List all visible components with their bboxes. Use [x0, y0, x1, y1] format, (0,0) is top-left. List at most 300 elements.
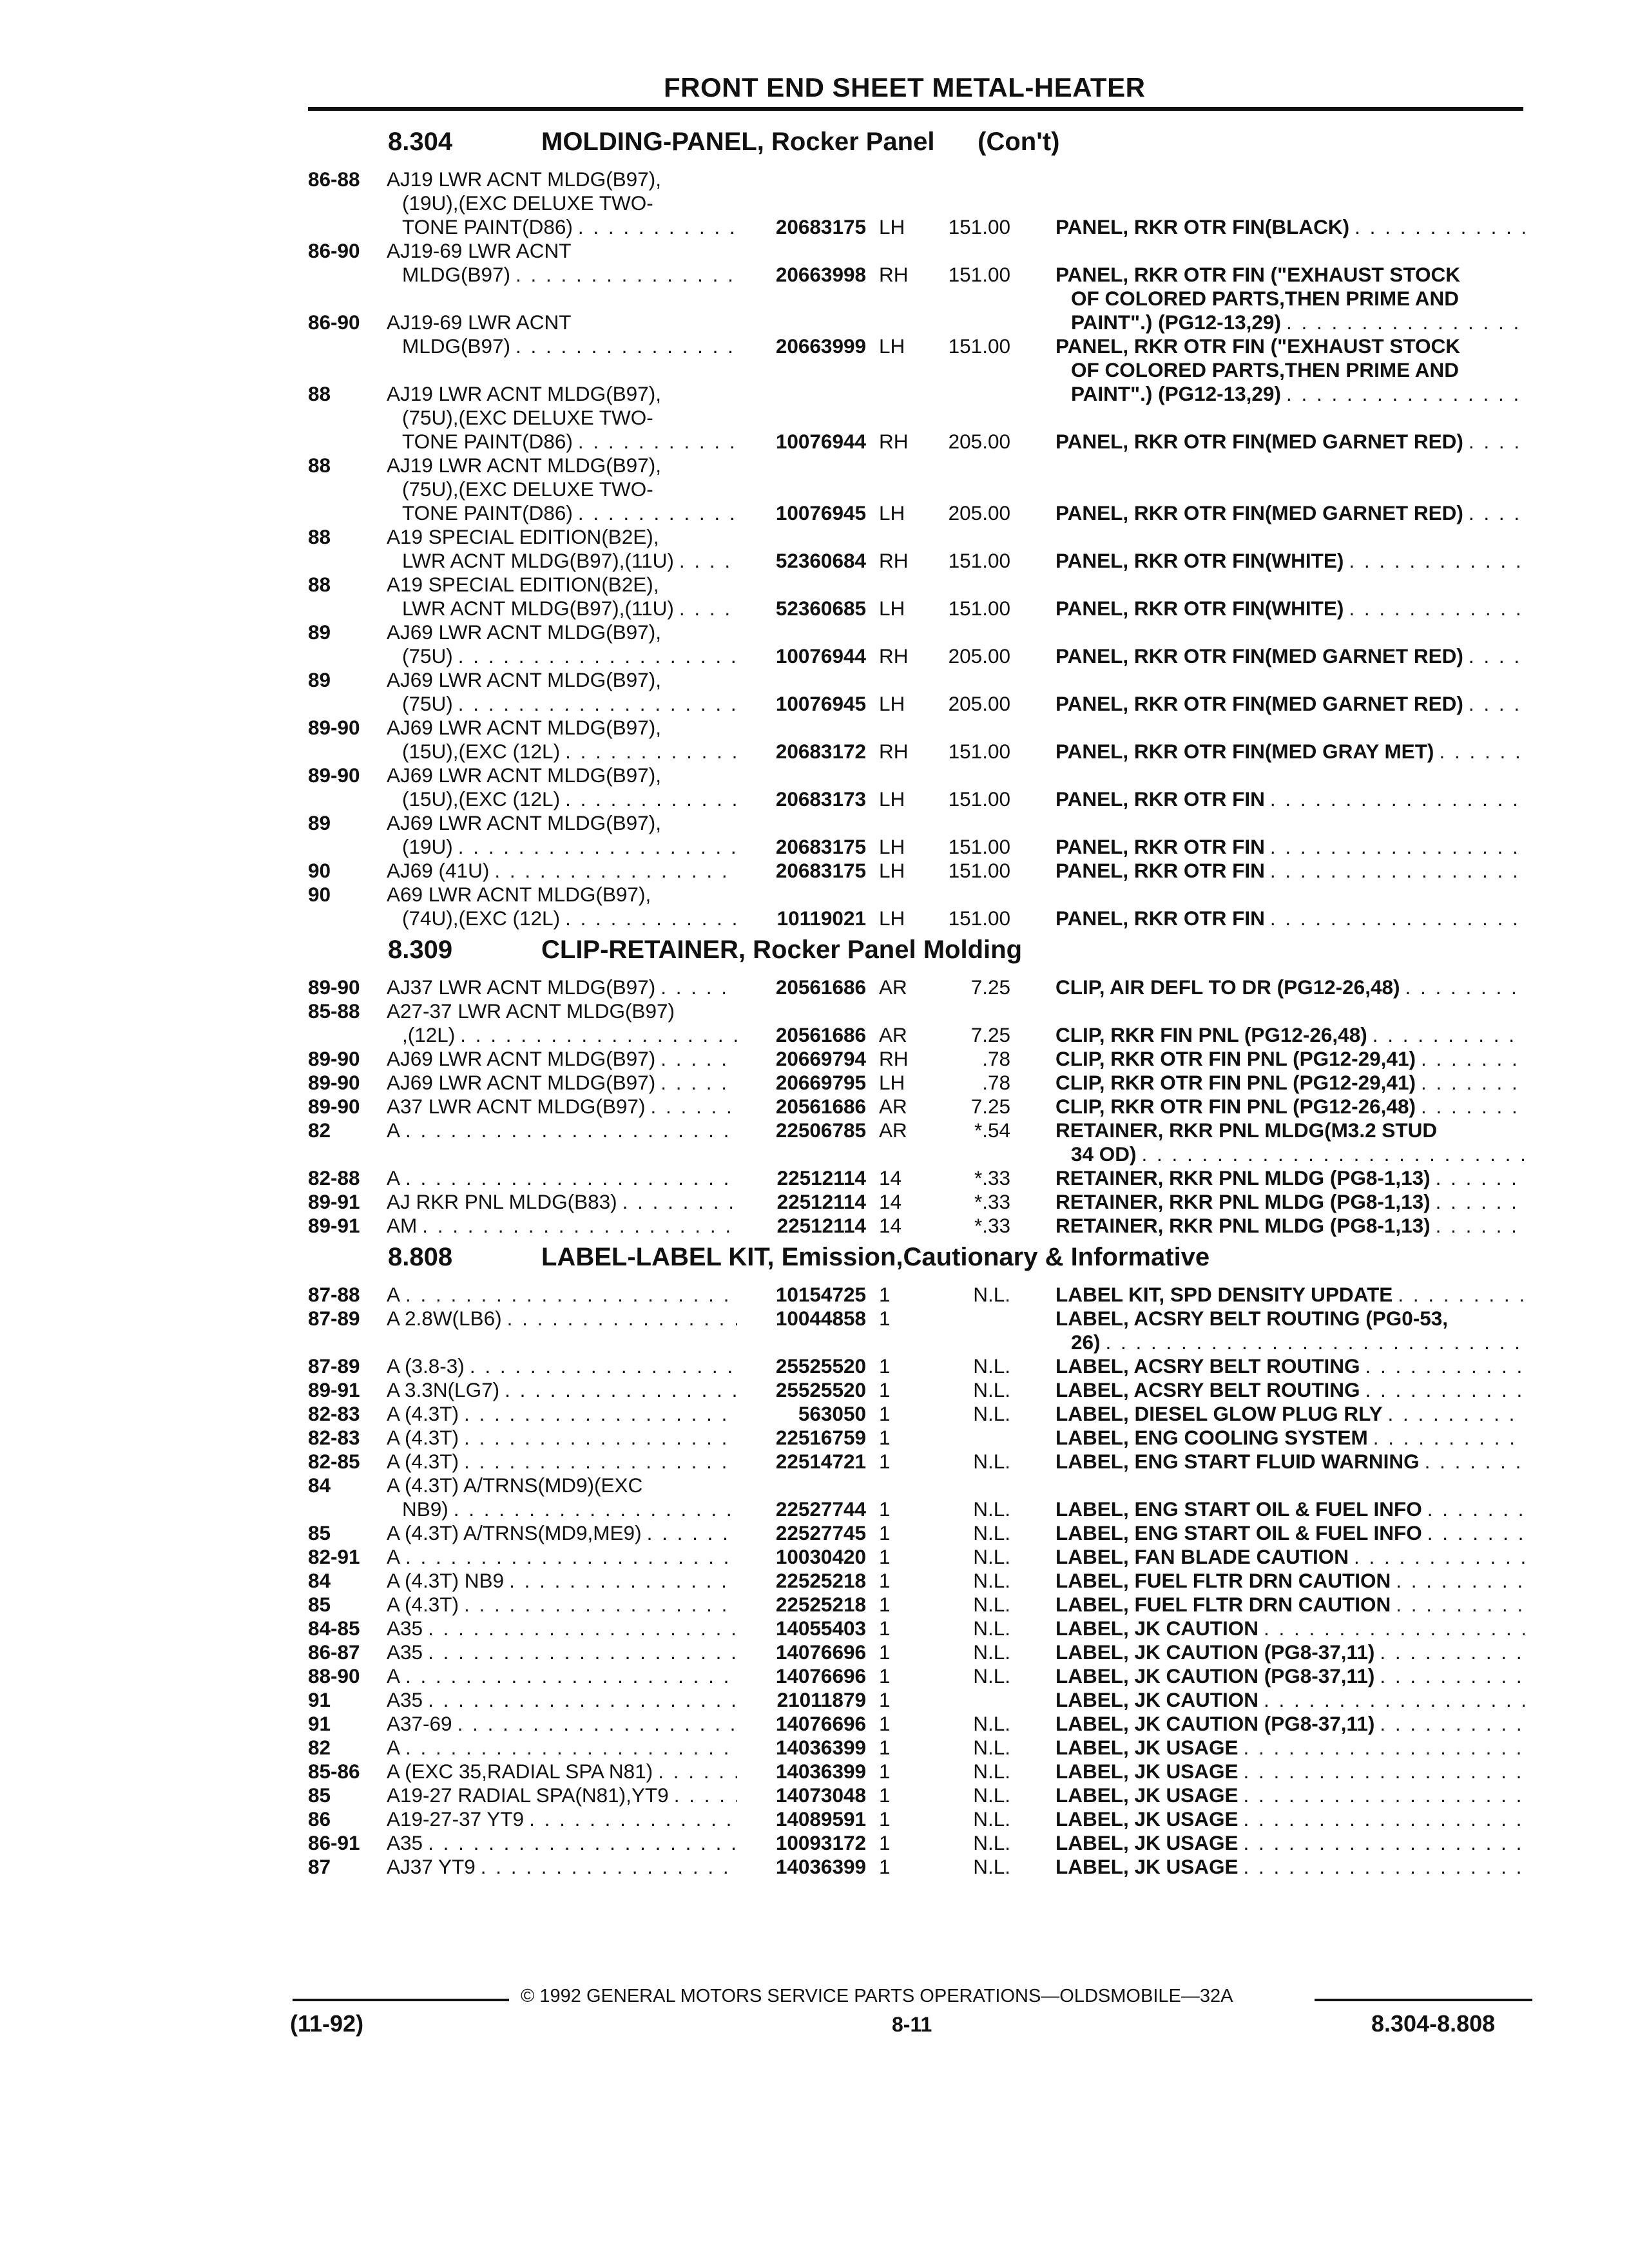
- part-number: 14036399: [775, 1736, 866, 1759]
- part-name: [1055, 1807, 1525, 1831]
- part-name-text: LABEL, ENG START OIL & FUEL INFO: [1055, 1497, 1422, 1521]
- quantity: 1: [879, 1688, 891, 1711]
- part-name: [1055, 787, 1525, 811]
- leader-dots: [679, 549, 737, 573]
- usage-line: [387, 215, 737, 239]
- usage-line: [387, 1855, 737, 1879]
- model-years: 89-90: [308, 1047, 360, 1070]
- usage-description: [387, 999, 737, 1047]
- part-name: [1055, 1617, 1525, 1640]
- usage-line: [387, 1545, 737, 1569]
- part-name-line: [1055, 835, 1525, 859]
- section-header: [308, 930, 1539, 975]
- part-name: [1055, 1593, 1525, 1617]
- part-name-text: LABEL, ACSRY BELT ROUTING (PG0-53,: [1055, 1307, 1449, 1330]
- part-name-line: [1055, 1450, 1525, 1474]
- part-name-line: [1055, 787, 1525, 811]
- usage-text: AJ69 LWR ACNT MLDG(B97): [387, 1071, 656, 1094]
- leader-dots: [470, 1354, 737, 1378]
- model-years: 85-86: [308, 1760, 360, 1783]
- usage-text: A35: [387, 1617, 423, 1640]
- leader-dots: [1365, 1354, 1525, 1378]
- quantity: 1: [879, 1283, 891, 1306]
- part-number: 20561686: [775, 1095, 866, 1118]
- usage-text: A: [387, 1119, 401, 1142]
- part-number: 10030420: [775, 1545, 866, 1568]
- part-name: [1055, 1664, 1525, 1688]
- price: *.33: [974, 1214, 1010, 1237]
- model-years: 91: [308, 1688, 331, 1711]
- usage-text: NB9): [402, 1497, 448, 1521]
- part-name-text: CLIP, RKR OTR FIN PNL (PG12-29,41): [1055, 1071, 1416, 1094]
- part-entry: [308, 1426, 1539, 1450]
- usage-text: A: [387, 1736, 401, 1759]
- model-years: 86-91: [308, 1831, 360, 1854]
- part-name-text: PANEL, RKR OTR FIN: [1055, 907, 1265, 930]
- leader-dots: [1469, 430, 1525, 454]
- part-name: [1055, 1497, 1525, 1521]
- part-entry: [308, 668, 1539, 716]
- usage-description: [387, 1664, 737, 1688]
- part-name-text: CLIP, RKR OTR FIN PNL (PG12-26,48): [1055, 1095, 1416, 1118]
- quantity: RH: [879, 1047, 909, 1070]
- part-entry: [308, 620, 1539, 668]
- usage-text: AJ RKR PNL MLDG(B83): [387, 1190, 617, 1213]
- quantity: 1: [879, 1712, 891, 1735]
- usage-text: (74U),(EXC (12L): [402, 907, 561, 930]
- usage-text: A: [387, 1283, 401, 1306]
- model-years: 87-89: [308, 1354, 360, 1378]
- usage-text: A (EXC 35,RADIAL SPA N81): [387, 1760, 653, 1783]
- part-number: 14089591: [775, 1807, 866, 1831]
- part-entry: [308, 1095, 1539, 1119]
- leader-dots: [1349, 549, 1525, 573]
- model-years: 87-89: [308, 1307, 360, 1330]
- usage-text: (75U),(EXC DELUXE TWO-: [402, 406, 653, 429]
- usage-line: [387, 1569, 737, 1593]
- part-name-line: [1055, 1807, 1525, 1831]
- usage-text: AJ69 LWR ACNT MLDG(B97): [387, 1047, 656, 1070]
- price: N.L.: [973, 1545, 1010, 1568]
- part-name-text: LABEL, JK CAUTION (PG8-37,11): [1055, 1640, 1375, 1664]
- part-name-text: PANEL, RKR OTR FIN: [1055, 859, 1265, 882]
- usage-line: [387, 477, 737, 501]
- part-number: 10076945: [775, 501, 866, 524]
- leader-dots: [428, 1617, 737, 1640]
- section-title: [541, 128, 1059, 157]
- usage-description: [387, 1095, 737, 1119]
- leader-dots: [1427, 1521, 1525, 1545]
- leader-dots: [516, 334, 737, 358]
- price: N.L.: [973, 1640, 1010, 1664]
- quantity: 1: [879, 1354, 891, 1378]
- part-name: [1055, 740, 1525, 764]
- leader-dots: [1388, 1402, 1525, 1426]
- price: N.L.: [973, 1664, 1010, 1687]
- part-name-text: LABEL, JK USAGE: [1055, 1736, 1239, 1759]
- leader-dots: [1373, 1023, 1525, 1047]
- usage-description: [387, 975, 737, 999]
- usage-description: [387, 1119, 737, 1142]
- part-number: 10093172: [775, 1831, 866, 1854]
- model-years: 89-90: [308, 764, 360, 787]
- quantity: AR: [879, 1095, 907, 1118]
- usage-description: [387, 1760, 737, 1783]
- usage-description: [387, 764, 737, 811]
- part-name: [1055, 1095, 1525, 1119]
- section-title-text: LABEL-LABEL KIT, Emission,Cautionary & Informative: [541, 1243, 1210, 1271]
- part-name-text: LABEL, JK CAUTION (PG8-37,11): [1055, 1712, 1375, 1735]
- part-entry: [308, 811, 1539, 859]
- usage-line: [387, 1640, 737, 1664]
- leader-dots: [1421, 1071, 1525, 1095]
- footer-date: (11-92): [290, 2010, 364, 2037]
- part-name-line: [1055, 1119, 1525, 1142]
- model-years: 88: [308, 382, 331, 405]
- price: 151.00: [948, 334, 1010, 358]
- usage-text: (15U),(EXC (12L): [402, 787, 561, 811]
- usage-text: AJ19-69 LWR ACNT: [387, 239, 572, 262]
- usage-description: [387, 1545, 737, 1569]
- usage-line: [387, 1736, 737, 1760]
- price: N.L.: [973, 1617, 1010, 1640]
- usage-line: [387, 382, 737, 406]
- leader-dots: [1436, 1214, 1525, 1238]
- usage-line: [387, 168, 737, 191]
- model-years: 82-91: [308, 1545, 360, 1568]
- part-name: [1055, 1521, 1525, 1545]
- part-name-text: LABEL, FAN BLADE CAUTION: [1055, 1545, 1349, 1568]
- part-entry: [308, 716, 1539, 764]
- part-number: 10119021: [776, 907, 866, 930]
- model-years: 86-90: [308, 311, 360, 334]
- usage-line: [387, 263, 737, 287]
- section-continued: (Con't): [978, 128, 1060, 156]
- quantity: 1: [879, 1807, 891, 1831]
- usage-line: [387, 811, 737, 835]
- quantity: 14: [879, 1166, 902, 1189]
- part-name-line: [1055, 1521, 1525, 1545]
- part-name-line: [1055, 597, 1525, 620]
- part-name: [1055, 1214, 1525, 1238]
- part-number: 20683175: [775, 215, 866, 238]
- model-years: 89: [308, 620, 331, 644]
- quantity: RH: [879, 549, 909, 572]
- usage-line: [387, 334, 737, 358]
- usage-line: [387, 406, 737, 430]
- usage-line: [387, 1831, 737, 1855]
- part-name-text: LABEL, ACSRY BELT ROUTING: [1055, 1354, 1360, 1378]
- usage-description: [387, 1402, 737, 1426]
- part-name-line: [1055, 1688, 1525, 1712]
- usage-text: ,(12L): [402, 1023, 456, 1046]
- part-number: 25525520: [775, 1378, 866, 1401]
- model-years: 89-90: [308, 1071, 360, 1094]
- usage-text: AJ19 LWR ACNT MLDG(B97),: [387, 454, 661, 477]
- usage-line: [387, 620, 737, 644]
- quantity: AR: [879, 975, 907, 999]
- usage-line: [387, 1071, 737, 1095]
- price: .78: [982, 1071, 1010, 1094]
- part-name-text: LABEL, FUEL FLTR DRN CAUTION: [1055, 1569, 1391, 1592]
- usage-description: [387, 382, 737, 454]
- part-number: 14076696: [775, 1712, 866, 1735]
- model-years: 90: [308, 859, 331, 882]
- price: *.33: [974, 1166, 1010, 1189]
- part-entry: [308, 1450, 1539, 1474]
- usage-text: A37 LWR ACNT MLDG(B97): [387, 1095, 646, 1118]
- usage-description: [387, 1617, 737, 1640]
- leader-dots: [1405, 975, 1525, 999]
- part-number: 20683175: [775, 859, 866, 882]
- part-name-line: [1055, 1071, 1525, 1095]
- price: 151.00: [948, 549, 1010, 572]
- usage-text: (19U): [402, 835, 453, 858]
- leader-dots: [1427, 1497, 1525, 1521]
- usage-line: [387, 1378, 737, 1402]
- part-entry: [308, 1378, 1539, 1402]
- usage-description: [387, 1214, 737, 1238]
- part-number: 22527744: [775, 1497, 866, 1521]
- usage-text: A19-27-37 YT9: [387, 1807, 525, 1831]
- price: 151.00: [948, 597, 1010, 620]
- quantity: 1: [879, 1855, 891, 1878]
- part-number: 20683173: [775, 787, 866, 811]
- part-name-line: [1055, 215, 1525, 239]
- usage-line: [387, 692, 737, 716]
- model-years: 89-90: [308, 975, 360, 999]
- leader-dots: [647, 1521, 737, 1545]
- leader-dots: [428, 1688, 737, 1712]
- leader-dots: [660, 1071, 737, 1095]
- part-name-line: [1055, 1190, 1525, 1214]
- usage-line: [387, 1095, 737, 1119]
- part-name: [1055, 1426, 1525, 1450]
- part-name-text: PANEL, RKR OTR FIN(MED GARNET RED): [1055, 644, 1463, 668]
- part-number: 52360684: [775, 549, 866, 572]
- quantity: 14: [879, 1214, 902, 1237]
- part-name-text: LABEL, JK CAUTION: [1055, 1688, 1258, 1711]
- usage-line: [387, 859, 737, 883]
- part-name: [1055, 1023, 1525, 1047]
- part-name-text: CLIP, RKR OTR FIN PNL (PG12-29,41): [1055, 1047, 1416, 1070]
- part-name: [1055, 1760, 1525, 1783]
- part-entry: [308, 1664, 1539, 1688]
- leader-dots: [1436, 1190, 1525, 1214]
- part-name-text: OF COLORED PARTS,THEN PRIME AND: [1071, 287, 1460, 310]
- part-entry: [308, 1855, 1539, 1879]
- usage-text: TONE PAINT(D86): [402, 501, 573, 524]
- usage-description: [387, 454, 737, 525]
- leader-dots: [565, 740, 737, 764]
- price: 151.00: [948, 859, 1010, 882]
- leader-dots: [454, 1497, 737, 1521]
- leader-dots: [428, 1831, 737, 1855]
- part-name: [1055, 1688, 1525, 1712]
- quantity: LH: [879, 835, 905, 858]
- part-name-text: PANEL, RKR OTR FIN(WHITE): [1055, 549, 1344, 572]
- usage-line: [387, 501, 737, 525]
- usage-line: [387, 787, 737, 811]
- part-number: 14076696: [775, 1664, 866, 1687]
- usage-text: A19-27 RADIAL SPA(N81),YT9: [387, 1783, 669, 1807]
- leader-dots: [1469, 644, 1525, 668]
- usage-line: [387, 975, 737, 999]
- section-header: [308, 122, 1539, 168]
- part-number: 563050: [798, 1402, 866, 1425]
- part-name-text: PANEL, RKR OTR FIN(BLACK): [1055, 215, 1350, 238]
- usage-text: (75U),(EXC DELUXE TWO-: [402, 477, 653, 501]
- model-years: 82: [308, 1736, 331, 1759]
- part-name-text: LABEL, JK USAGE: [1055, 1831, 1239, 1854]
- part-name-text: RETAINER, RKR PNL MLDG (PG8-1,13): [1055, 1214, 1431, 1237]
- part-name: [1055, 1736, 1525, 1760]
- part-name: [1055, 1783, 1525, 1807]
- model-years: 88-90: [308, 1664, 360, 1687]
- price: 151.00: [948, 835, 1010, 858]
- leader-dots: [1349, 597, 1525, 620]
- usage-description: [387, 1521, 737, 1545]
- model-years: 90: [308, 883, 331, 906]
- leader-dots: [516, 263, 737, 287]
- usage-text: A69 LWR ACNT MLDG(B97),: [387, 883, 651, 906]
- usage-line: [387, 835, 737, 859]
- part-name-line: [1055, 1047, 1525, 1071]
- part-name-line: [1055, 1214, 1525, 1238]
- quantity: LH: [879, 501, 905, 524]
- model-years: 86: [308, 1807, 331, 1831]
- usage-line: [387, 1023, 737, 1047]
- model-years: 89-91: [308, 1378, 360, 1401]
- part-entry: [308, 1474, 1539, 1521]
- part-name-line: [1055, 430, 1525, 454]
- part-name-line: [1055, 1640, 1525, 1664]
- usage-text: A35: [387, 1688, 423, 1711]
- part-entry: [308, 1521, 1539, 1545]
- usage-text: A (4.3T): [387, 1426, 459, 1449]
- usage-line: [387, 716, 737, 740]
- part-name-text: PANEL, RKR OTR FIN ("EXHAUST STOCK: [1055, 263, 1461, 286]
- part-name-text: PAINT".) (PG12-13,29): [1071, 311, 1281, 334]
- section-number: 8.808: [388, 1243, 453, 1271]
- usage-text: A35: [387, 1640, 423, 1664]
- section-title-text: CLIP-RETAINER, Rocker Panel Molding: [541, 936, 1022, 964]
- part-name: [1055, 1047, 1525, 1071]
- usage-line: [387, 1354, 737, 1378]
- quantity: 1: [879, 1783, 891, 1807]
- model-years: 89-91: [308, 1214, 360, 1237]
- usage-text: TONE PAINT(D86): [402, 215, 573, 238]
- part-name-line: [1055, 859, 1525, 883]
- part-number: 20561686: [775, 975, 866, 999]
- usage-description: [387, 1450, 737, 1474]
- part-name-line: [1055, 263, 1525, 287]
- usage-line: [387, 764, 737, 787]
- model-years: 86-88: [308, 168, 360, 191]
- section-header: [308, 1238, 1539, 1283]
- quantity: LH: [879, 215, 905, 238]
- part-name: [1055, 430, 1525, 454]
- part-number: 10076944: [775, 430, 866, 453]
- parts-listing: [308, 122, 1539, 1879]
- part-name: [1055, 1640, 1525, 1664]
- part-name-text: PANEL, RKR OTR FIN(MED GRAY MET): [1055, 740, 1434, 763]
- leader-dots: [509, 1569, 737, 1593]
- leader-dots: [1244, 1783, 1525, 1807]
- section-title-text: MOLDING-PANEL, Rocker Panel: [541, 128, 935, 156]
- part-entry: [308, 1783, 1539, 1807]
- part-name-line: [1055, 1354, 1525, 1378]
- part-name-text: PANEL, RKR OTR FIN ("EXHAUST STOCK: [1055, 334, 1461, 358]
- leader-dots: [1270, 787, 1525, 811]
- model-years: 89: [308, 668, 331, 691]
- part-name-text: LABEL, JK USAGE: [1055, 1807, 1239, 1831]
- part-name-text: PANEL, RKR OTR FIN(MED GARNET RED): [1055, 430, 1463, 453]
- usage-text: LWR ACNT MLDG(B97),(11U): [402, 549, 674, 572]
- part-number: 22512114: [776, 1214, 866, 1237]
- usage-line: [387, 597, 737, 620]
- usage-line: [387, 1450, 737, 1474]
- part-number: 22514721: [775, 1450, 866, 1473]
- usage-description: [387, 1569, 737, 1593]
- usage-description: [387, 1378, 737, 1402]
- part-name-text: PANEL, RKR OTR FIN: [1055, 835, 1265, 858]
- leader-dots: [1380, 1664, 1525, 1688]
- part-entry: [308, 764, 1539, 811]
- leader-dots: [578, 430, 737, 454]
- quantity: 1: [879, 1545, 891, 1568]
- part-name: [1055, 975, 1525, 999]
- usage-text: AJ69 LWR ACNT MLDG(B97),: [387, 668, 661, 691]
- price: N.L.: [973, 1450, 1010, 1473]
- part-name: [1055, 1119, 1525, 1166]
- part-entry: [308, 999, 1539, 1047]
- leader-dots: [1270, 859, 1525, 883]
- usage-line: [387, 525, 737, 549]
- part-entry: [308, 1688, 1539, 1712]
- leader-dots: [565, 787, 737, 811]
- part-name: [1055, 1166, 1525, 1190]
- usage-line: [387, 191, 737, 215]
- quantity: 14: [879, 1190, 902, 1213]
- usage-description: [387, 1807, 737, 1831]
- leader-dots: [1469, 692, 1525, 716]
- usage-line: [387, 430, 737, 454]
- usage-line: [387, 883, 737, 907]
- leader-dots: [578, 501, 737, 525]
- usage-text: AJ69 (41U): [387, 859, 490, 882]
- quantity: 1: [879, 1664, 891, 1687]
- part-name: [1055, 215, 1525, 239]
- leader-dots: [1398, 1283, 1525, 1307]
- part-name-text: PANEL, RKR OTR FIN(WHITE): [1055, 597, 1344, 620]
- quantity: 1: [879, 1760, 891, 1783]
- part-number: 10044858: [775, 1307, 866, 1330]
- price: N.L.: [973, 1736, 1010, 1759]
- price: 205.00: [948, 430, 1010, 453]
- quantity: 1: [879, 1378, 891, 1401]
- quantity: RH: [879, 263, 909, 286]
- usage-text: AJ69 LWR ACNT MLDG(B97),: [387, 716, 661, 739]
- part-name: [1055, 835, 1525, 859]
- part-name: [1055, 1190, 1525, 1214]
- usage-text: A 3.3N(LG7): [387, 1378, 500, 1401]
- part-number: 14073048: [775, 1783, 866, 1807]
- leader-dots: [460, 1023, 737, 1047]
- usage-description: [387, 620, 737, 668]
- quantity: 1: [879, 1831, 891, 1854]
- usage-text: AM: [387, 1214, 418, 1237]
